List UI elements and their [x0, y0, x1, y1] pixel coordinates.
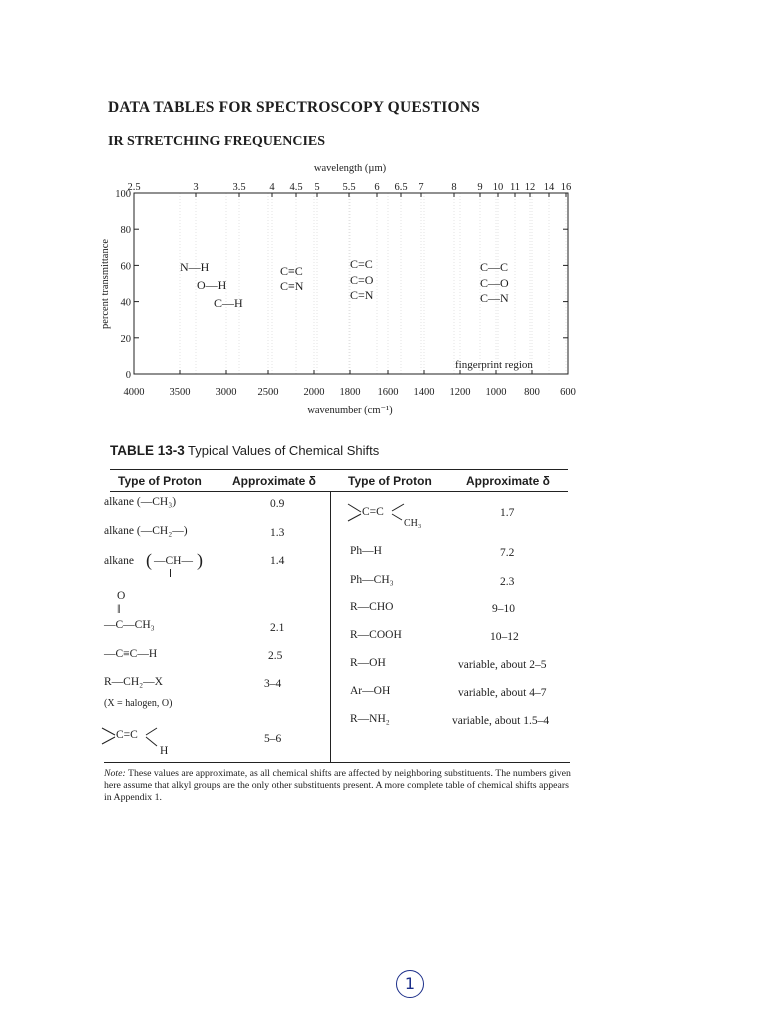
vinyl-bond-ur — [146, 728, 157, 735]
bottom-tick-label: 800 — [524, 387, 540, 398]
top-tick-label: 11 — [509, 182, 521, 193]
table-top-rule — [110, 469, 568, 470]
bottom-tick-label: 1400 — [413, 387, 435, 398]
y-tick-label: 0 — [125, 370, 131, 381]
top-tick-label: 5.5 — [342, 182, 356, 193]
top-axis-label: wavelength (µm) — [313, 163, 387, 174]
bottom-tick-label: 1200 — [449, 387, 471, 398]
right-delta-2: 7.2 — [500, 547, 515, 559]
table-caption-text: Typical Values of Chemical Shifts — [188, 443, 380, 458]
top-tick-label: 12 — [524, 182, 536, 193]
bond-label: C—C — [480, 260, 509, 274]
table-number: TABLE 13-3 — [110, 443, 185, 458]
page-title: DATA TABLES FOR SPECTROSCOPY QUESTIONS — [108, 99, 480, 116]
top-tick-label: 9 — [477, 182, 483, 193]
bond-label: C—H — [214, 296, 243, 310]
alkane-ch-close-paren: ) — [197, 550, 203, 570]
carbonyl-double-bond: ‖ — [117, 601, 121, 616]
bottom-tick-label: 3000 — [215, 387, 237, 398]
col-header-type-right: Type of Proton — [348, 474, 432, 488]
right-delta-5: 10–12 — [490, 631, 519, 643]
bottom-tick-label: 2000 — [303, 387, 325, 398]
top-tick-label: 2.5 — [127, 182, 141, 193]
note-label: Note: — [104, 768, 126, 779]
bottom-tick-label: 600 — [560, 387, 576, 398]
left-type-3: alkane — [104, 555, 135, 567]
vinyl-h-atom: H — [160, 745, 169, 757]
col-header-type-left: Type of Proton — [118, 474, 202, 488]
bond-label: C≡C — [280, 264, 303, 278]
vinyl-bond-ll — [102, 737, 115, 744]
bottom-tick-label: 3500 — [169, 387, 191, 398]
right-delta-7: variable, about 4–7 — [458, 687, 547, 699]
bottom-tick-label: 4000 — [123, 387, 145, 398]
left-type-1: alkane (—CH₃) — [104, 496, 177, 508]
right-type-3: Ph—CH₃ — [350, 574, 394, 586]
left-delta-5: 2.5 — [268, 650, 283, 662]
bond-label: C—O — [480, 276, 509, 290]
bond-label: C—N — [480, 291, 509, 305]
left-delta-2: 1.3 — [270, 527, 285, 539]
bond-label: C=C — [350, 257, 373, 271]
right-type-6: R—OH — [350, 657, 386, 669]
left-type-6: R—CH₂—X — [104, 676, 163, 688]
right-type-7: Ar—OH — [350, 685, 391, 697]
fingerprint-label: fingerprint region — [455, 359, 533, 371]
allylic-bond-ll — [348, 514, 361, 521]
col-header-delta-left: Approximate δ — [232, 474, 316, 488]
left-type-6-note: (X = halogen, O) — [104, 698, 173, 709]
table-bottom-rule — [104, 762, 570, 763]
left-type-5: —C≡C—H — [104, 648, 158, 660]
bond-label: N—H — [180, 260, 210, 274]
right-type-5: R—COOH — [350, 629, 402, 641]
page-number: 1 — [396, 970, 424, 998]
note-text: These values are approximate, as all chemical shifts are affected by neighboring substituents. The numbers given here assume that alkyl groups are the only other substituents present. A more complete table of chemical shifts appears in Appendix 1. — [104, 768, 571, 803]
top-tick-label: 5 — [314, 182, 320, 193]
bottom-tick-label: 1000 — [485, 387, 507, 398]
top-tick-label: 4.5 — [289, 182, 303, 193]
section-title: IR STRETCHING FREQUENCIES — [108, 134, 326, 149]
left-delta-7: 5–6 — [264, 733, 282, 745]
top-tick-label: 3.5 — [232, 182, 246, 193]
top-tick-label: 4 — [269, 182, 275, 193]
bottom-tick-label: 2500 — [257, 387, 279, 398]
bond-label: C=O — [350, 273, 374, 287]
right-delta-3: 2.3 — [500, 576, 515, 588]
right-delta-4: 9–10 — [492, 603, 515, 615]
y-tick-label: 40 — [120, 297, 131, 309]
right-delta-6: variable, about 2–5 — [458, 659, 547, 671]
left-delta-3: 1.4 — [270, 555, 285, 567]
top-tick-label: 6.5 — [394, 182, 408, 193]
table-note — [104, 768, 574, 804]
carbonyl-o-atom: O — [117, 590, 126, 602]
top-tick-label: 16 — [560, 182, 572, 193]
table-header-rule — [110, 491, 568, 492]
y-tick-label: 80 — [120, 225, 131, 237]
left-delta-6: 3–4 — [264, 678, 282, 690]
vinyl-bond-lr — [146, 737, 157, 746]
allylic-bond-ul — [348, 504, 361, 512]
table-caption — [110, 443, 379, 459]
right-type-8: R—NH₂ — [350, 713, 390, 725]
allylic-ch3: CH₃ — [404, 518, 422, 529]
left-delta-4: 2.1 — [270, 622, 285, 634]
bond-label: C≡N — [280, 279, 304, 293]
top-tick-label: 7 — [418, 182, 424, 193]
ir-chart — [0, 0, 768, 440]
right-delta-8: variable, about 1.5–4 — [452, 715, 550, 727]
vinyl-bond-ul — [102, 728, 115, 735]
bond-label: O—H — [197, 278, 227, 292]
right-type-4: R—CHO — [350, 601, 394, 613]
left-delta-1: 0.9 — [270, 498, 285, 510]
top-tick-label: 10 — [492, 182, 504, 193]
left-type-4: —C—CH₃ — [104, 619, 155, 631]
allylic-bond-ur — [392, 504, 404, 511]
allylic-bond-lr — [392, 514, 402, 520]
left-type-7: C=C — [116, 729, 138, 741]
bottom-axis-label: wavenumber (cm⁻¹) — [307, 405, 393, 416]
bottom-tick-label: 1600 — [377, 387, 399, 398]
right-type-1: C=C — [362, 506, 384, 518]
bond-label: C=N — [350, 288, 374, 302]
left-type-2: alkane (—CH₂—) — [104, 525, 188, 537]
table-divider — [330, 491, 331, 762]
y-axis-label: percent transmittance — [100, 238, 111, 330]
top-tick-label: 6 — [374, 182, 380, 193]
top-tick-label: 8 — [451, 182, 457, 193]
y-tick-label: 60 — [120, 261, 131, 273]
col-header-delta-right: Approximate δ — [466, 474, 550, 488]
top-tick-label: 3 — [193, 182, 199, 193]
right-type-2: Ph—H — [350, 545, 382, 557]
y-tick-label: 100 — [115, 189, 131, 200]
alkane-ch-bond — [170, 569, 171, 577]
top-tick-label: 14 — [543, 182, 555, 193]
bottom-tick-label: 1800 — [339, 387, 361, 398]
alkane-ch-open-paren: ( — [146, 550, 152, 570]
right-delta-1: 1.7 — [500, 507, 515, 519]
alkane-ch-group: —CH— — [154, 555, 193, 567]
y-tick-label: 20 — [120, 333, 131, 345]
